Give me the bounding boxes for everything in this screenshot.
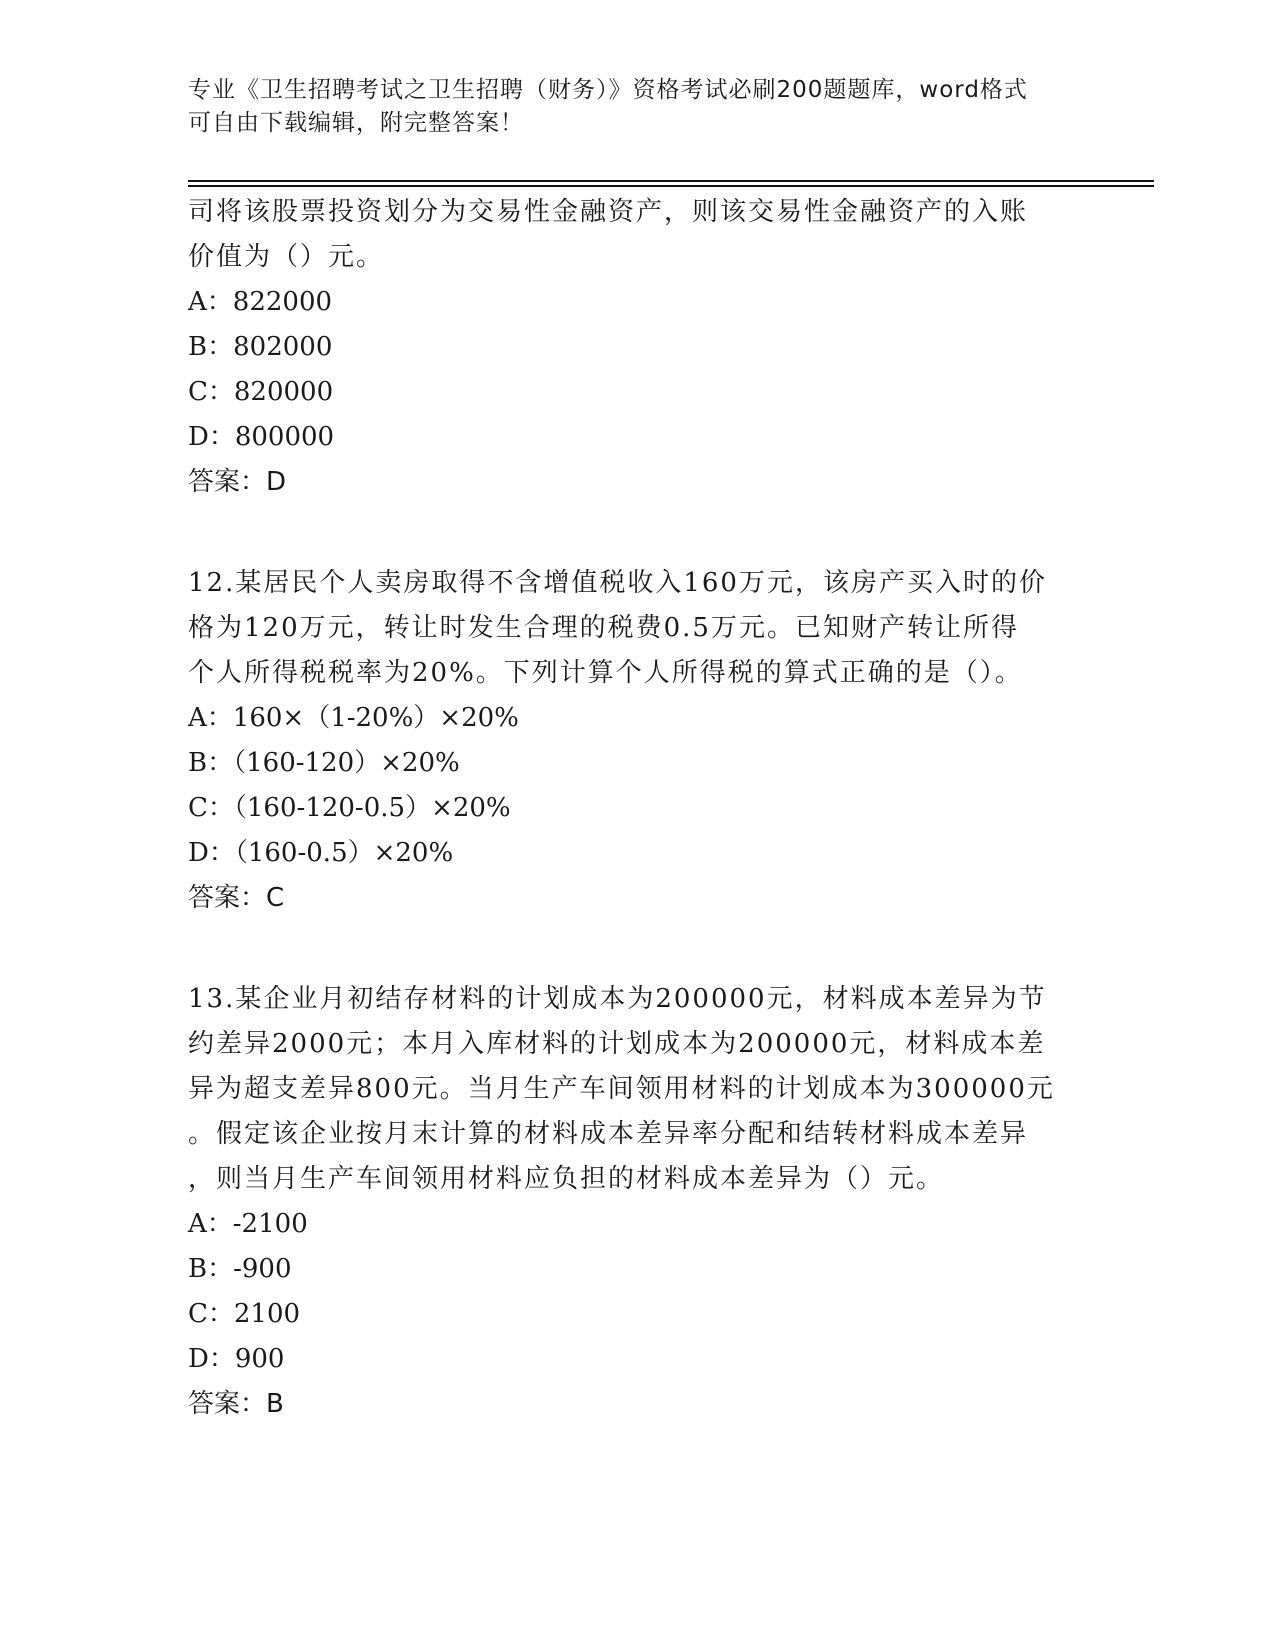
header-divider-bottom <box>188 185 1154 187</box>
header-divider-top <box>188 180 1154 182</box>
question-stem-line: 格为120万元，转让时发生合理的税费0.5万元。已知财产转让所得 <box>188 613 1019 643</box>
question-stem <box>188 977 1088 1202</box>
option-c: C：2100 <box>188 1299 301 1329</box>
option-b: B：-900 <box>188 1254 292 1284</box>
answer-line: 答案：C <box>188 883 285 913</box>
option-a: A：160×（1-20%）×20% <box>188 703 519 733</box>
option-d: D：（160-0.5）×20% <box>188 838 454 868</box>
question-stem-line: 约差异2000元；本月入库材料的计划成本为200000元，材料成本差 <box>188 1029 1046 1059</box>
question-stem-line: 司将该股票投资划分为交易性金融资产，则该交易性金融资产的入账 <box>188 197 1029 227</box>
question-stem <box>188 190 1088 280</box>
header-title-line-2: 可自由下载编辑，附完整答案！ <box>188 110 524 136</box>
document-header <box>188 74 1088 140</box>
option-d: D：900 <box>188 1344 285 1374</box>
option-a: A：-2100 <box>188 1209 308 1239</box>
question-13 <box>188 977 1088 1427</box>
question-12 <box>188 561 1088 921</box>
question-stem-line: 12.某居民个人卖房取得不含增值税收入160万元，该房产买入时的价 <box>188 568 1047 598</box>
option-a: A：822000 <box>188 287 333 317</box>
question-stem-line: 个人所得税税率为20%。下列计算个人所得税的算式正确的是（）。 <box>188 658 1023 688</box>
option-b: B：（160-120）×20% <box>188 748 460 778</box>
question-stem-line: ，则当月生产车间领用材料应负担的材料成本差异为（）元。 <box>188 1164 945 1194</box>
answer-line: 答案：D <box>188 467 287 497</box>
question-list <box>188 190 1088 1483</box>
question-stem-line: 13.某企业月初结存材料的计划成本为200000元，材料成本差异为节 <box>188 984 1047 1014</box>
question-stem-line: 价值为（）元。 <box>188 242 385 272</box>
option-c: C：（160-120-0.5）×20% <box>188 793 511 823</box>
answer-line: 答案：B <box>188 1389 284 1419</box>
option-b: B：802000 <box>188 332 333 362</box>
option-c: C：820000 <box>188 377 334 407</box>
question-stem-line: 异为超支差异800元。当月生产车间领用材料的计划成本为300000元 <box>188 1074 1055 1104</box>
option-d: D：800000 <box>188 422 335 452</box>
question-11 <box>188 190 1088 505</box>
header-title-line-1: 专业《卫生招聘考试之卫生招聘（财务）》资格考试必刷200题题库，word格式 <box>188 77 1028 103</box>
question-stem-line: 。假定该企业按月末计算的材料成本差异率分配和结转材料成本差异 <box>188 1119 1029 1149</box>
question-stem <box>188 561 1088 696</box>
